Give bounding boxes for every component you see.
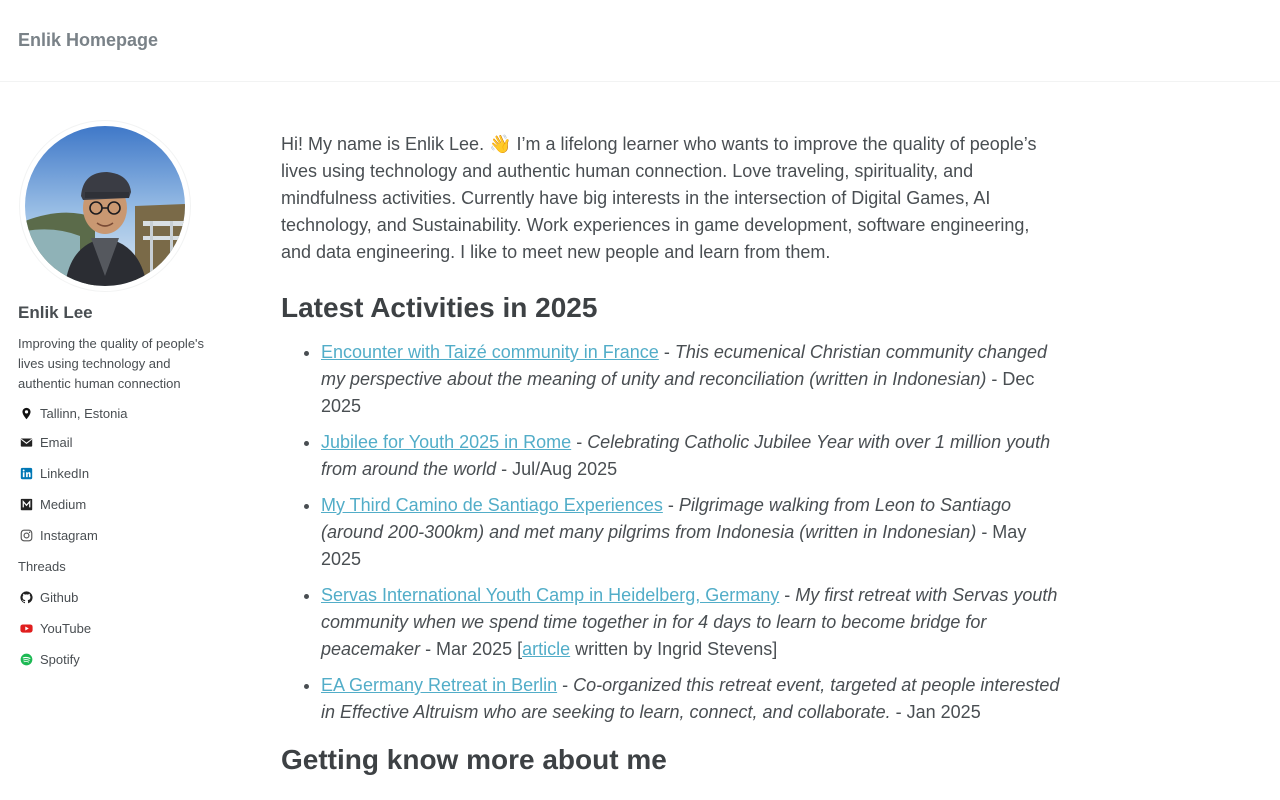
about-heading: Getting know more about me — [281, 744, 667, 775]
author-name: Enlik Lee — [18, 303, 93, 322]
author-link-github[interactable] — [18, 590, 218, 621]
list-item: • Encounter with Taizé community in France - This ecumenical Christian community changed my perspective about the meaning of unity and reconciliation (written in Indonesian) - Dec 2025 — [321, 339, 1061, 420]
youtube-icon — [19, 621, 34, 636]
intro-paragraph: Hi! My name is Enlik Lee. 👋 I’m a lifelong learner who wants to improve the quality of people’s lives using technology and authentic human connection. Love traveling, spirituality, and mindfulness activities. Currently have big interests in the intersection of Digital Games, AI technology, and Sustainability. Work experiences in game development, software engineering, and data engineering. I like to meet new people and learn from them. — [281, 134, 1037, 262]
instagram-icon — [19, 528, 34, 543]
location-label: Tallinn, Estonia — [40, 406, 128, 421]
youtube-link[interactable]: YouTube — [40, 621, 92, 636]
instagram-link[interactable]: Instagram — [40, 528, 98, 543]
list-item: • EA Germany Retreat in Berlin - Co-organized this retreat event, targeted at people interested in Effective Altruism who are seeking to learn, connect, and collaborate. - Jan 2025 — [321, 672, 1061, 726]
linkedin-link[interactable]: LinkedIn — [40, 466, 90, 481]
avatar-photo — [25, 126, 185, 286]
author-link-instagram[interactable] — [18, 528, 218, 559]
author-links — [18, 406, 218, 683]
email-link[interactable]: Email — [40, 435, 73, 450]
github-link[interactable]: Github — [40, 590, 79, 605]
activity-link[interactable]: Servas International Youth Camp in Heidelberg, Germany — [321, 585, 780, 605]
activity-link[interactable]: Encounter with Taizé community in France — [321, 342, 659, 362]
author-link-linkedin[interactable] — [18, 466, 218, 497]
author-sidebar — [18, 120, 218, 683]
github-icon — [19, 590, 34, 605]
activity-date: - Jul/Aug 2025 — [496, 459, 618, 479]
list-item: • Jubilee for Youth 2025 in Rome - Celebrating Catholic Jubilee Year with over 1 million youth from around the world - Jul/Aug 2025 — [321, 429, 1061, 483]
map-marker-icon — [19, 406, 34, 421]
activity-description: Pilgrimage walking from Leon to Santiago (around 200-300km) and met many pilgrims from Indonesia (written in Indonesian) — [321, 495, 1012, 542]
activity-date: - May 2025 — [321, 522, 1027, 569]
activity-description: Celebrating Catholic Jubilee Year with over 1 million youth from around the world — [321, 432, 1051, 479]
activity-description: Co-organized this retreat event, targeted at people interested in Effective Altruism who are seeking to learn, connect, and collaborate. — [321, 675, 1060, 722]
site-title-link[interactable]: Enlik Homepage — [18, 30, 159, 50]
activities-heading: Latest Activities in 2025 — [281, 292, 598, 323]
threads-link[interactable]: Threads — [18, 559, 66, 574]
spotify-link[interactable]: Spotify — [40, 652, 80, 667]
activity-date: - Jan 2025 — [890, 702, 981, 722]
medium-link[interactable]: Medium — [40, 497, 87, 512]
list-item: • My Third Camino de Santiago Experiences - Pilgrimage walking from Leon to Santiago (around 200-300km) and met many pilgrims from Indonesia (written in Indonesian) - May 2025 — [321, 492, 1061, 573]
linkedin-icon — [19, 466, 34, 481]
author-link-spotify[interactable] — [18, 652, 218, 683]
author-link-threads[interactable] — [18, 559, 218, 590]
activity-date: - Mar 2025 [ — [420, 639, 523, 659]
activity-date: - Dec 2025 — [321, 369, 1035, 416]
article-link[interactable]: article — [522, 639, 571, 659]
activity-description: This ecumenical Christian community changed my perspective about the meaning of unity and reconciliation (written in Indonesian) — [321, 342, 1047, 389]
author-bio: Improving the quality of people's lives using technology and authentic human connection — [18, 336, 205, 391]
author-link-youtube[interactable] — [18, 621, 218, 652]
activity-link[interactable]: My Third Camino de Santiago Experiences — [321, 495, 663, 515]
activities-list — [321, 339, 1061, 726]
author-location — [18, 406, 218, 435]
main-content — [281, 131, 1061, 791]
article-credit: written by Ingrid Stevens] — [570, 639, 778, 659]
envelope-icon — [19, 435, 34, 450]
avatar — [19, 120, 191, 292]
list-item: • Servas International Youth Camp in Heidelberg, Germany - My first retreat with Servas youth community when we spend time together in for 4 days to learn to become bridge for peacemaker - Mar 2025 [article written by Ingrid Stevens] — [321, 582, 1061, 663]
activity-link[interactable]: Jubilee for Youth 2025 in Rome — [321, 432, 572, 452]
medium-icon — [19, 497, 34, 512]
activity-description: My first retreat with Servas youth community when we spend time together in for 4 days to learn to become bridge for peacemaker — [321, 585, 1058, 659]
masthead — [0, 0, 1280, 82]
author-link-medium[interactable] — [18, 497, 218, 528]
activity-link[interactable]: EA Germany Retreat in Berlin — [321, 675, 558, 695]
spotify-icon — [19, 652, 34, 667]
author-link-email[interactable] — [18, 435, 218, 466]
